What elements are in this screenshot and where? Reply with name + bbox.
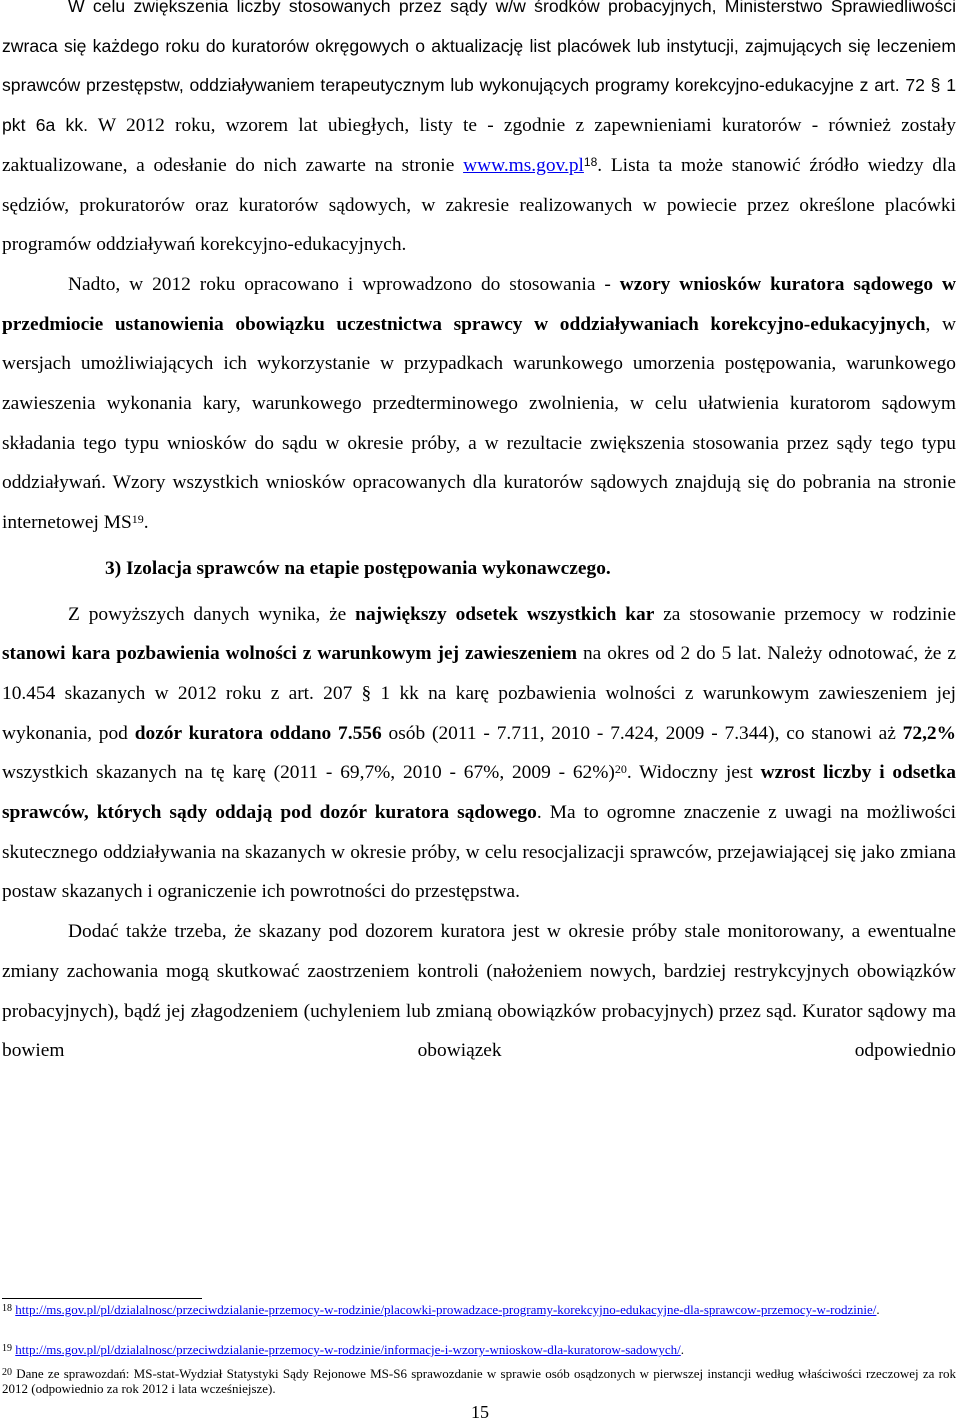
- paragraph-1-intro: W celu zwiększenia liczby stosowanych przez sądy w/w środków probacyjnych, Ministerstwo Sprawiedliwości zwraca się każdego roku do kuratorów okręgowych o aktualizację list placówek lub instytucji, zajmujących się leczeniem sprawców przestępstw, oddziaływaniem terapeutycznym lub wykonujących programy korekcyjno-edukacyjne z art. 72 § 1 pkt 6a kk.: [2, 0, 956, 136]
- paragraph-4: Dodać także trzeba, że skazany pod dozorem kuratora jest w okresie próby stale monitorowany, a ewentualne zmiany zachowania mogą skutkować zaostrzeniem kontroli (nałożeniem nowych, bardziej restrykcyjnych obowiązków probacyjnych), bądź jej złagodzeniem (uchyleniem lub zmianą obowiązków probacyjnych) przez sąd. Kurator sądowy ma bowiem obowiązek odpowiednio: [2, 921, 956, 1062]
- paragraph-1-text-b: . Lista ta może stanowić źródło wiedzy dla sędziów, prokuratorów oraz kuratorów sądowych, w zakresie realizowanych w powiecie przez określone placówki programów oddziaływań korekcyjno-edukacyjnych.: [2, 154, 956, 256]
- paragraph-3-b5: wzrost liczby i odsetka sprawców, których sądy oddają pod dozór kuratora sądowego: [2, 762, 956, 824]
- footnote-ref-19[interactable]: 19: [131, 512, 144, 527]
- paragraph-2: [2, 265, 956, 543]
- paragraph-3-b3: dozór kuratora oddano 7.556: [134, 722, 382, 744]
- paragraph-2-bold: wzory wniosków kuratora sądowego w przedmiocie ustanowienia obowiązku uczestnictwa sprawcy w oddziaływaniach korekcyjno-edukacyjnych: [2, 273, 956, 335]
- footnote-ref-20[interactable]: 20: [614, 762, 627, 777]
- footnote-18-number: 18: [2, 1303, 12, 1314]
- paragraph-2-text-a: Nadto, w 2012 roku opracowano i wprowadzono do stosowania -: [68, 273, 620, 295]
- page-number: 15: [471, 1402, 489, 1422]
- ms-gov-link[interactable]: www.ms.gov.pl: [463, 154, 584, 176]
- paragraph-3-t7: . Ma to ogromne znaczenie z uwagi na możliwości skutecznego oddziaływania na skazanych w okresie próby, w celu resocjalizacji sprawców, przejawiającej się jako zmiana postaw skazanych i ograniczenie ich powrotności do przestępstwa.: [2, 802, 956, 903]
- paragraph-2-text-b: , w wersjach umożliwiających ich wykorzystanie w przypadkach warunkowego umorzenia postępowania, warunkowego zawieszenia wykonania kary, warunkowego przedterminowego zwolnienia, w celu ułatwienia kuratorom sądowym składania tego typu wniosków do sądu w okresie próby, a w rezultacie zwiększenia stosowania przez sądy tego typu oddziaływań. Wzory wszystkich wniosków opracowanych dla kuratorów sądowych znajdują się do pobrania na stronie internetowej MS: [2, 313, 957, 534]
- footnote-19-number: 19: [2, 1343, 12, 1354]
- paragraph-1-text-a: W 2012 roku, wzorem lat ubiegłych, listy te - zgodnie z zapewnieniami kuratorów - również zostały zaktualizowane, a odesłanie do nich zawarte na stronie: [2, 115, 956, 176]
- footnote-20-text: Dane ze sprawozdań: MS-stat-Wydział Statystyki Sądy Rejonowe MS-S6 sprawozdanie w sprawie osób osądzonych w pierwszej instancji według właściwości rzeczowej za rok 2012 (odpowiednio za rok 2012 i lata wcześniejsze).: [2, 1366, 956, 1396]
- paragraph-3-t6: . Widoczny jest: [626, 762, 761, 784]
- footnote-ref-18[interactable]: 18: [583, 154, 598, 169]
- paragraph-3-t5: wszystkich skazanych na tę karę (2011 - 69,7%, 2010 - 67%, 2009 - 62%): [2, 762, 615, 784]
- document-page: [2, 0, 956, 1071]
- paragraph-1: [2, 0, 956, 265]
- paragraph-3-t4: osób (2011 - 7.711, 2010 - 7.424, 2009 - 7.344), co stanowi aż: [381, 722, 903, 744]
- paragraph-3: [2, 595, 956, 913]
- footnote-20: [2, 1366, 956, 1396]
- footnote-19-end: .: [680, 1342, 685, 1357]
- paragraph-3-t3: na okres od 2 do 5 lat. Należy odnotować, że z 10.454 skazanych w 2012 roku z art. 207 § 1 kk na karę pozbawienia wolności z warunkowym zawieszeniem jej wykonania, pod: [2, 643, 956, 744]
- footnote-separator: [2, 1298, 202, 1299]
- paragraph-3-b4: 72,2%: [902, 722, 956, 744]
- footnote-19-link[interactable]: http://ms.gov.pl/pl/dzialalnosc/przeciwdzialanie-przemocy-w-rodzinie/informacje-i-wzory-wnioskow-dla-kuratorow-sadowych/: [15, 1342, 681, 1357]
- paragraph-3-b2: stanowi kara pozbawienia wolności z warunkowym jej zawieszeniem: [2, 643, 577, 665]
- paragraph-2-text-c: .: [143, 512, 149, 534]
- paragraph-3-b1: największy odsetek wszystkich kar: [355, 603, 655, 625]
- section-heading: 3) Izolacja sprawców na etapie postępowania wykonawczego.: [105, 557, 611, 579]
- footnote-18-link[interactable]: http://ms.gov.pl/pl/dzialalnosc/przeciwdzialanie-przemocy-w-rodzinie/placowki-prowadzace-programy-korekcyjno-edukacyjne-dla-sprawcow-przemocy-w-rodzinie/: [15, 1302, 877, 1317]
- footnote-18-end: .: [876, 1302, 880, 1317]
- footnote-19: [2, 1342, 956, 1357]
- paragraph-3-t2: za stosowanie przemocy w rodzinie: [654, 603, 956, 625]
- paragraph-3-t1: Z powyższych danych wynika, że: [68, 603, 356, 625]
- footnote-18: [2, 1302, 956, 1317]
- footnote-20-number: 20: [2, 1367, 12, 1378]
